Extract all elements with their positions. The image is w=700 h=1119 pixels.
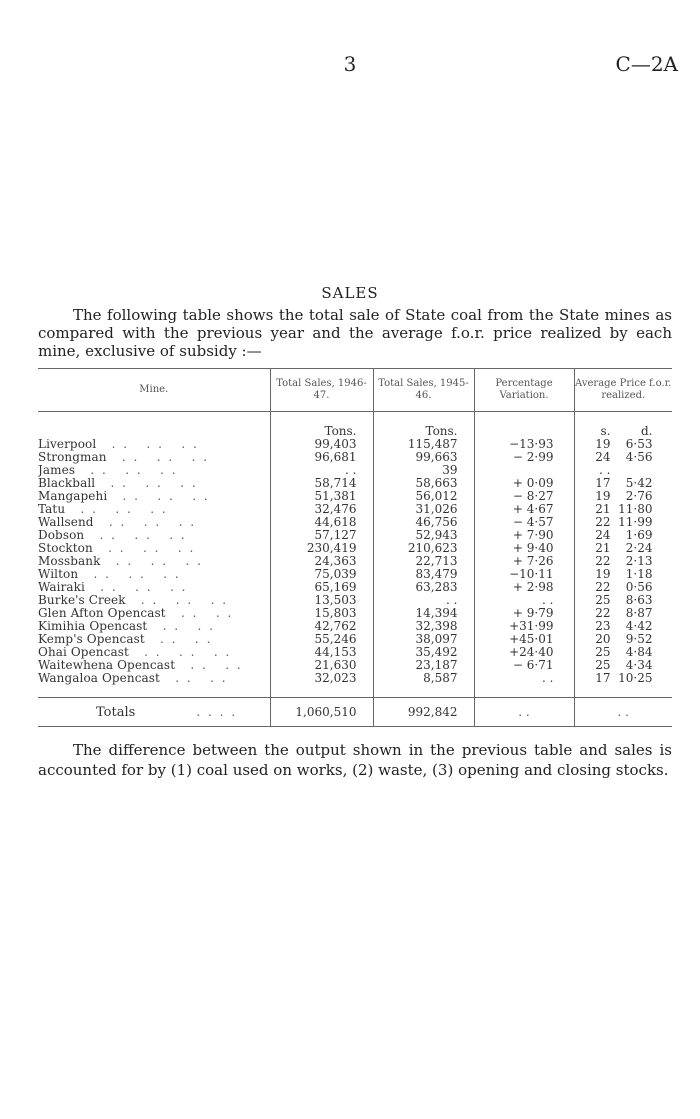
price-shillings: . . — [599, 463, 611, 477]
leader-dots: . . . . . . — [99, 529, 187, 542]
percentage-variation: . . — [474, 594, 574, 607]
sales-1945-46: . . — [373, 594, 474, 607]
leader-dots: . . . . . . — [115, 555, 203, 568]
price-shillings: 22 — [595, 515, 611, 529]
price-shillings: 24 — [595, 450, 611, 464]
price-pence: 2·13 — [625, 554, 653, 568]
percentage-variation: + 2·98 — [474, 581, 574, 594]
sales-table — [38, 368, 672, 727]
leader-dots: . . . . . . — [108, 542, 196, 555]
price-shillings: 19 — [595, 567, 611, 581]
col-header-average-price: Average Price f.o.r. realized. — [574, 369, 672, 412]
table-row — [38, 672, 672, 685]
price-shillings: 22 — [595, 554, 611, 568]
price-shillings: 21 — [595, 541, 611, 555]
price-pence: 1·69 — [625, 528, 653, 542]
price-shillings: 25 — [595, 593, 611, 607]
price-shillings: 23 — [595, 619, 611, 633]
average-price — [574, 516, 672, 529]
document-reference: C—2A — [615, 52, 678, 76]
sales-1945-46: 8,587 — [373, 672, 474, 685]
sales-1945-46: 32,398 — [373, 620, 474, 633]
units-shillings: s. — [600, 424, 611, 438]
units-row — [38, 424, 672, 438]
mine-name: Burke's Creek — [38, 594, 126, 607]
mine-name: Stockton — [38, 542, 93, 555]
average-price — [574, 438, 672, 451]
mine-name: Wallsend — [38, 516, 94, 529]
sales-1946-47: 51,381 — [270, 490, 373, 503]
percentage-variation: − 8·27 — [474, 490, 574, 503]
price-shillings: 19 — [595, 437, 611, 451]
price-pence: 6·53 — [625, 437, 653, 451]
leader-dots: . . . . . . — [144, 646, 232, 659]
sales-1945-46: 83,479 — [373, 568, 474, 581]
leader-dots: . . . . . . — [90, 464, 178, 477]
sales-1946-47: 96,681 — [270, 451, 373, 464]
totals-average: . . — [574, 698, 672, 727]
percentage-variation: +24·40 — [474, 646, 574, 659]
units-tons: Tons. — [373, 424, 474, 438]
sales-1945-46: 31,026 — [373, 503, 474, 516]
mine-name: Tatu — [38, 503, 66, 516]
price-shillings: 24 — [595, 528, 611, 542]
sales-1945-46: 22,713 — [373, 555, 474, 568]
percentage-variation: +45·01 — [474, 633, 574, 646]
price-shillings: 20 — [595, 632, 611, 646]
mine-name: Wangaloa Opencast — [38, 672, 160, 685]
leader-dots: . . . . — [190, 659, 243, 672]
mine-name: Waitewhena Opencast — [38, 659, 176, 672]
sales-1945-46: 35,492 — [373, 646, 474, 659]
average-price — [574, 646, 672, 659]
sales-1946-47: 99,403 — [270, 438, 373, 451]
sales-1945-46: 23,187 — [373, 659, 474, 672]
price-shillings: 17 — [595, 671, 611, 685]
price-pence: 4·84 — [625, 645, 653, 659]
percentage-variation: − 4·57 — [474, 516, 574, 529]
mine-name: Glen Afton Opencast — [38, 607, 166, 620]
totals-row — [38, 698, 672, 727]
totals-label: Totals — [96, 704, 136, 720]
percentage-variation: + 7·26 — [474, 555, 574, 568]
col-header-sales-1945-46: Total Sales, 1945-46. — [373, 369, 474, 412]
mine-name: Blackball — [38, 477, 96, 490]
leader-dots: . . . . . . — [111, 438, 199, 451]
sales-1946-47: 55,246 — [270, 633, 373, 646]
sales-1946-47: 58,714 — [270, 477, 373, 490]
totals-sales-1945-46: 992,842 — [373, 698, 474, 727]
percentage-variation: + 0·09 — [474, 477, 574, 490]
leader-dots: . . . . . . — [93, 568, 181, 581]
leader-dots: . . . . — [196, 704, 238, 719]
mine-name: Liverpool — [38, 438, 97, 451]
price-shillings: 25 — [595, 658, 611, 672]
leader-dots: . . . . — [162, 620, 215, 633]
totals-percentage: . . — [474, 698, 574, 727]
percentage-variation: . . — [474, 672, 574, 685]
sales-1946-47: 13,503 — [270, 594, 373, 607]
leader-dots: . . . . . . — [140, 594, 229, 607]
sales-1945-46: 38,097 — [373, 633, 474, 646]
col-header-mine: Mine. — [38, 369, 270, 412]
leader-dots: . . . . — [160, 633, 213, 646]
price-shillings: 19 — [595, 489, 611, 503]
average-price — [574, 529, 672, 542]
sales-1946-47: 75,039 — [270, 568, 373, 581]
average-price — [574, 451, 672, 464]
section-title: SALES — [321, 284, 379, 302]
average-price — [574, 607, 672, 620]
mine-name: Dobson — [38, 529, 85, 542]
average-price — [574, 568, 672, 581]
units-pence: d. — [641, 424, 653, 438]
sales-1946-47: 15,803 — [270, 607, 373, 620]
sales-1946-47: 32,023 — [270, 672, 373, 685]
percentage-variation: + 9·40 — [474, 542, 574, 555]
leader-dots: . . . . . . — [122, 490, 210, 503]
col-header-percentage-variation: Percentage Variation. — [474, 369, 574, 412]
sales-1946-47: 42,762 — [270, 620, 373, 633]
col-header-sales-1946-47: Total Sales, 1946-47. — [270, 369, 373, 412]
percentage-variation: −10·11 — [474, 568, 574, 581]
sales-1945-46: 99,663 — [373, 451, 474, 464]
average-price — [574, 672, 672, 685]
price-pence: 2·24 — [625, 541, 653, 555]
average-price — [574, 581, 672, 594]
page-number: 3 — [343, 52, 357, 76]
mine-name: Mossbank — [38, 555, 101, 568]
sales-1946-47: 230,419 — [270, 542, 373, 555]
sales-1946-47: 21,630 — [270, 659, 373, 672]
sales-1945-46: 52,943 — [373, 529, 474, 542]
sales-1945-46: 210,623 — [373, 542, 474, 555]
average-price — [574, 477, 672, 490]
sales-1946-47: 44,153 — [270, 646, 373, 659]
price-pence: 4·56 — [625, 450, 653, 464]
sales-1945-46: 39 — [373, 464, 474, 477]
price-pence: 4·34 — [625, 658, 653, 672]
mine-name: Mangapehi — [38, 490, 108, 503]
price-shillings: 22 — [595, 580, 611, 594]
price-pence: 0·56 — [625, 580, 653, 594]
price-pence: 9·52 — [625, 632, 653, 646]
average-price — [574, 542, 672, 555]
leader-dots: . . . . . . — [80, 503, 168, 516]
table-header-row — [38, 369, 672, 412]
leader-dots: . . . . — [180, 607, 234, 620]
price-shillings: 21 — [595, 502, 611, 516]
price-shillings: 17 — [595, 476, 611, 490]
sales-1946-47: 57,127 — [270, 529, 373, 542]
leader-dots: . . . . . . — [100, 581, 188, 594]
sales-1946-47: 65,169 — [270, 581, 373, 594]
average-price — [574, 464, 672, 477]
percentage-variation: + 7·90 — [474, 529, 574, 542]
price-pence: 10·25 — [618, 671, 653, 685]
price-pence: 2·76 — [625, 489, 653, 503]
price-pence: 11·99 — [618, 515, 653, 529]
mine-name: Ohai Opencast — [38, 646, 129, 659]
price-pence: 8·63 — [625, 593, 653, 607]
mine-name: Strongman — [38, 451, 107, 464]
leader-dots: . . . . . . — [121, 451, 210, 464]
sales-1946-47: 24,363 — [270, 555, 373, 568]
leader-dots: . . . . . . — [110, 477, 198, 490]
average-price — [574, 555, 672, 568]
percentage-variation: + 9·79 — [474, 607, 574, 620]
footer-paragraph: The difference between the output shown in the previous table and sales is accounted for by (1) coal used on works, (2) waste, (3) opening and closing stocks. — [38, 741, 672, 779]
mine-name: James — [38, 464, 76, 477]
price-shillings: 25 — [595, 645, 611, 659]
sales-1945-46: 63,283 — [373, 581, 474, 594]
average-price — [574, 594, 672, 607]
intro-paragraph: The following table shows the total sale of State coal from the State mines as compared with the previous year and the average f.o.r. price realized by each mine, exclusive of subsidy :— — [38, 306, 672, 360]
percentage-variation: + 4·67 — [474, 503, 574, 516]
price-pence: 1·18 — [625, 567, 653, 581]
sales-1946-47: 32,476 — [270, 503, 373, 516]
sales-1945-46: 46,756 — [373, 516, 474, 529]
sales-1945-46: 115,487 — [373, 438, 474, 451]
totals-sales-1946-47: 1,060,510 — [270, 698, 373, 727]
average-price — [574, 620, 672, 633]
sales-1946-47: . . — [270, 464, 373, 477]
leader-dots: . . . . . . — [108, 516, 197, 529]
mine-name: Wairaki — [38, 581, 85, 594]
sales-1945-46: 56,012 — [373, 490, 474, 503]
percentage-variation: − 2·99 — [474, 451, 574, 464]
price-shillings: 22 — [595, 606, 611, 620]
percentage-variation: −13·93 — [474, 438, 574, 451]
average-price — [574, 633, 672, 646]
percentage-variation: +31·99 — [474, 620, 574, 633]
sales-1945-46: 58,663 — [373, 477, 474, 490]
price-pence: 5·42 — [625, 476, 653, 490]
percentage-variation: − 6·71 — [474, 659, 574, 672]
mine-name: Kimihia Opencast — [38, 620, 148, 633]
sales-1945-46: 14,394 — [373, 607, 474, 620]
price-pence: 4·42 — [625, 619, 653, 633]
price-pence: 8·87 — [625, 606, 653, 620]
mine-name: Kemp's Opencast — [38, 633, 145, 646]
units-tons: Tons. — [270, 424, 373, 438]
sales-1946-47: 44,618 — [270, 516, 373, 529]
price-pence: 11·80 — [618, 502, 653, 516]
leader-dots: . . . . — [175, 672, 228, 685]
mine-name: Wilton — [38, 568, 79, 581]
